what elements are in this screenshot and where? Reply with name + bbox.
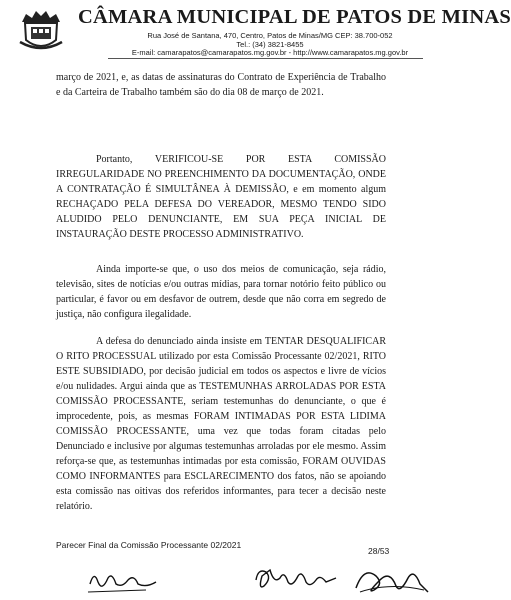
contact-line: E-mail: camarapatos@camarapatos.mg.gov.br - http://www.camarapatos.mg.gov.br bbox=[131, 48, 409, 57]
page-number: 28/53 bbox=[368, 546, 390, 556]
signature-3 bbox=[350, 562, 430, 596]
paragraph-defense: A defesa do denunciado ainda insiste em TENTAR DESQUALIFICAR O RITO PROCESSUAL utilizado por esta Comissão Processante 02/2021, RITO ESTE SUBSIDIADO, por decisão judicial em todos os aspectos e livre de vícios e/ou nulidades. Argui ainda que as TESTEMUNHAS ARROLADAS POR ESTA COMISSÃO PROCESSANTE, seriam testemunhas do denunciante, o que é improcedente, pois, as mesmas FORAM INTIMADAS POR ESTA LIDIMA COMISSÃO PROCESSANTE, uma vez que todas foram citadas pelo Denunciado e inclusive por algumas testemunhas arroladas por ele mesmo. Assim reforça-se que, as testemunhas intimadas por esta comissão, FORAM OUVIDAS COMO INFORMANTES para ESCLARECIMENTO dos fatos, não se apoiando esta comissão nas oitivas dos referidos informantes, para tecer a decisão neste relatório. bbox=[56, 336, 386, 512]
footer-document-label: Parecer Final da Comissão Processante 02/2021 bbox=[56, 540, 242, 550]
signature-2 bbox=[252, 562, 342, 596]
header-rule bbox=[108, 58, 423, 59]
address-line: Rua José de Santana, 470, Centro, Patos de Minas/MG CEP: 38.700-052 bbox=[147, 31, 393, 40]
institution-address bbox=[120, 32, 420, 49]
signature-1 bbox=[86, 562, 166, 596]
letterhead bbox=[0, 0, 511, 62]
paragraph-continuation: março de 2021, e, as datas de assinaturas do Contrato de Experiência de Trabalho e da Carteira de Trabalho também são do dia 08 de março de 2021. bbox=[56, 72, 386, 98]
paragraph-irregularity: Portanto, VERIFICOU-SE POR ESTA COMISSÃO IRREGULARIDADE NO PREENCHIMENTO DA DOCUMENTAÇÃO, ONDE A CONTRATAÇÃO É SIMULTÂNEA À DEMISSÃO, e em momento algum RECHAÇADO PELA DEFESA DO VEREADOR, MESMO TENDO SIDO ALUDIDO PELO DENUNCIANTE, EM SUA PEÇA INICIAL DE INSTAURAÇÃO DESTE PROCESSO ADMINISTRATIVO. bbox=[56, 154, 386, 240]
paragraph-media: Ainda importe-se que, o uso dos meios de comunicação, seja rádio, televisão, sites de notícias e/ou outras mídias, para tornar notório feito público ou particular, é favor ou em desfavor de outrem, desde que não corra em segredo de justiça, não configura ilegalidade. bbox=[56, 264, 386, 320]
institution-title: CÂMARA MUNICIPAL DE PATOS DE MINAS bbox=[78, 6, 511, 28]
municipal-seal-icon bbox=[18, 8, 64, 54]
phone-line: Tel.: (34) 3821-8455 bbox=[236, 39, 304, 49]
